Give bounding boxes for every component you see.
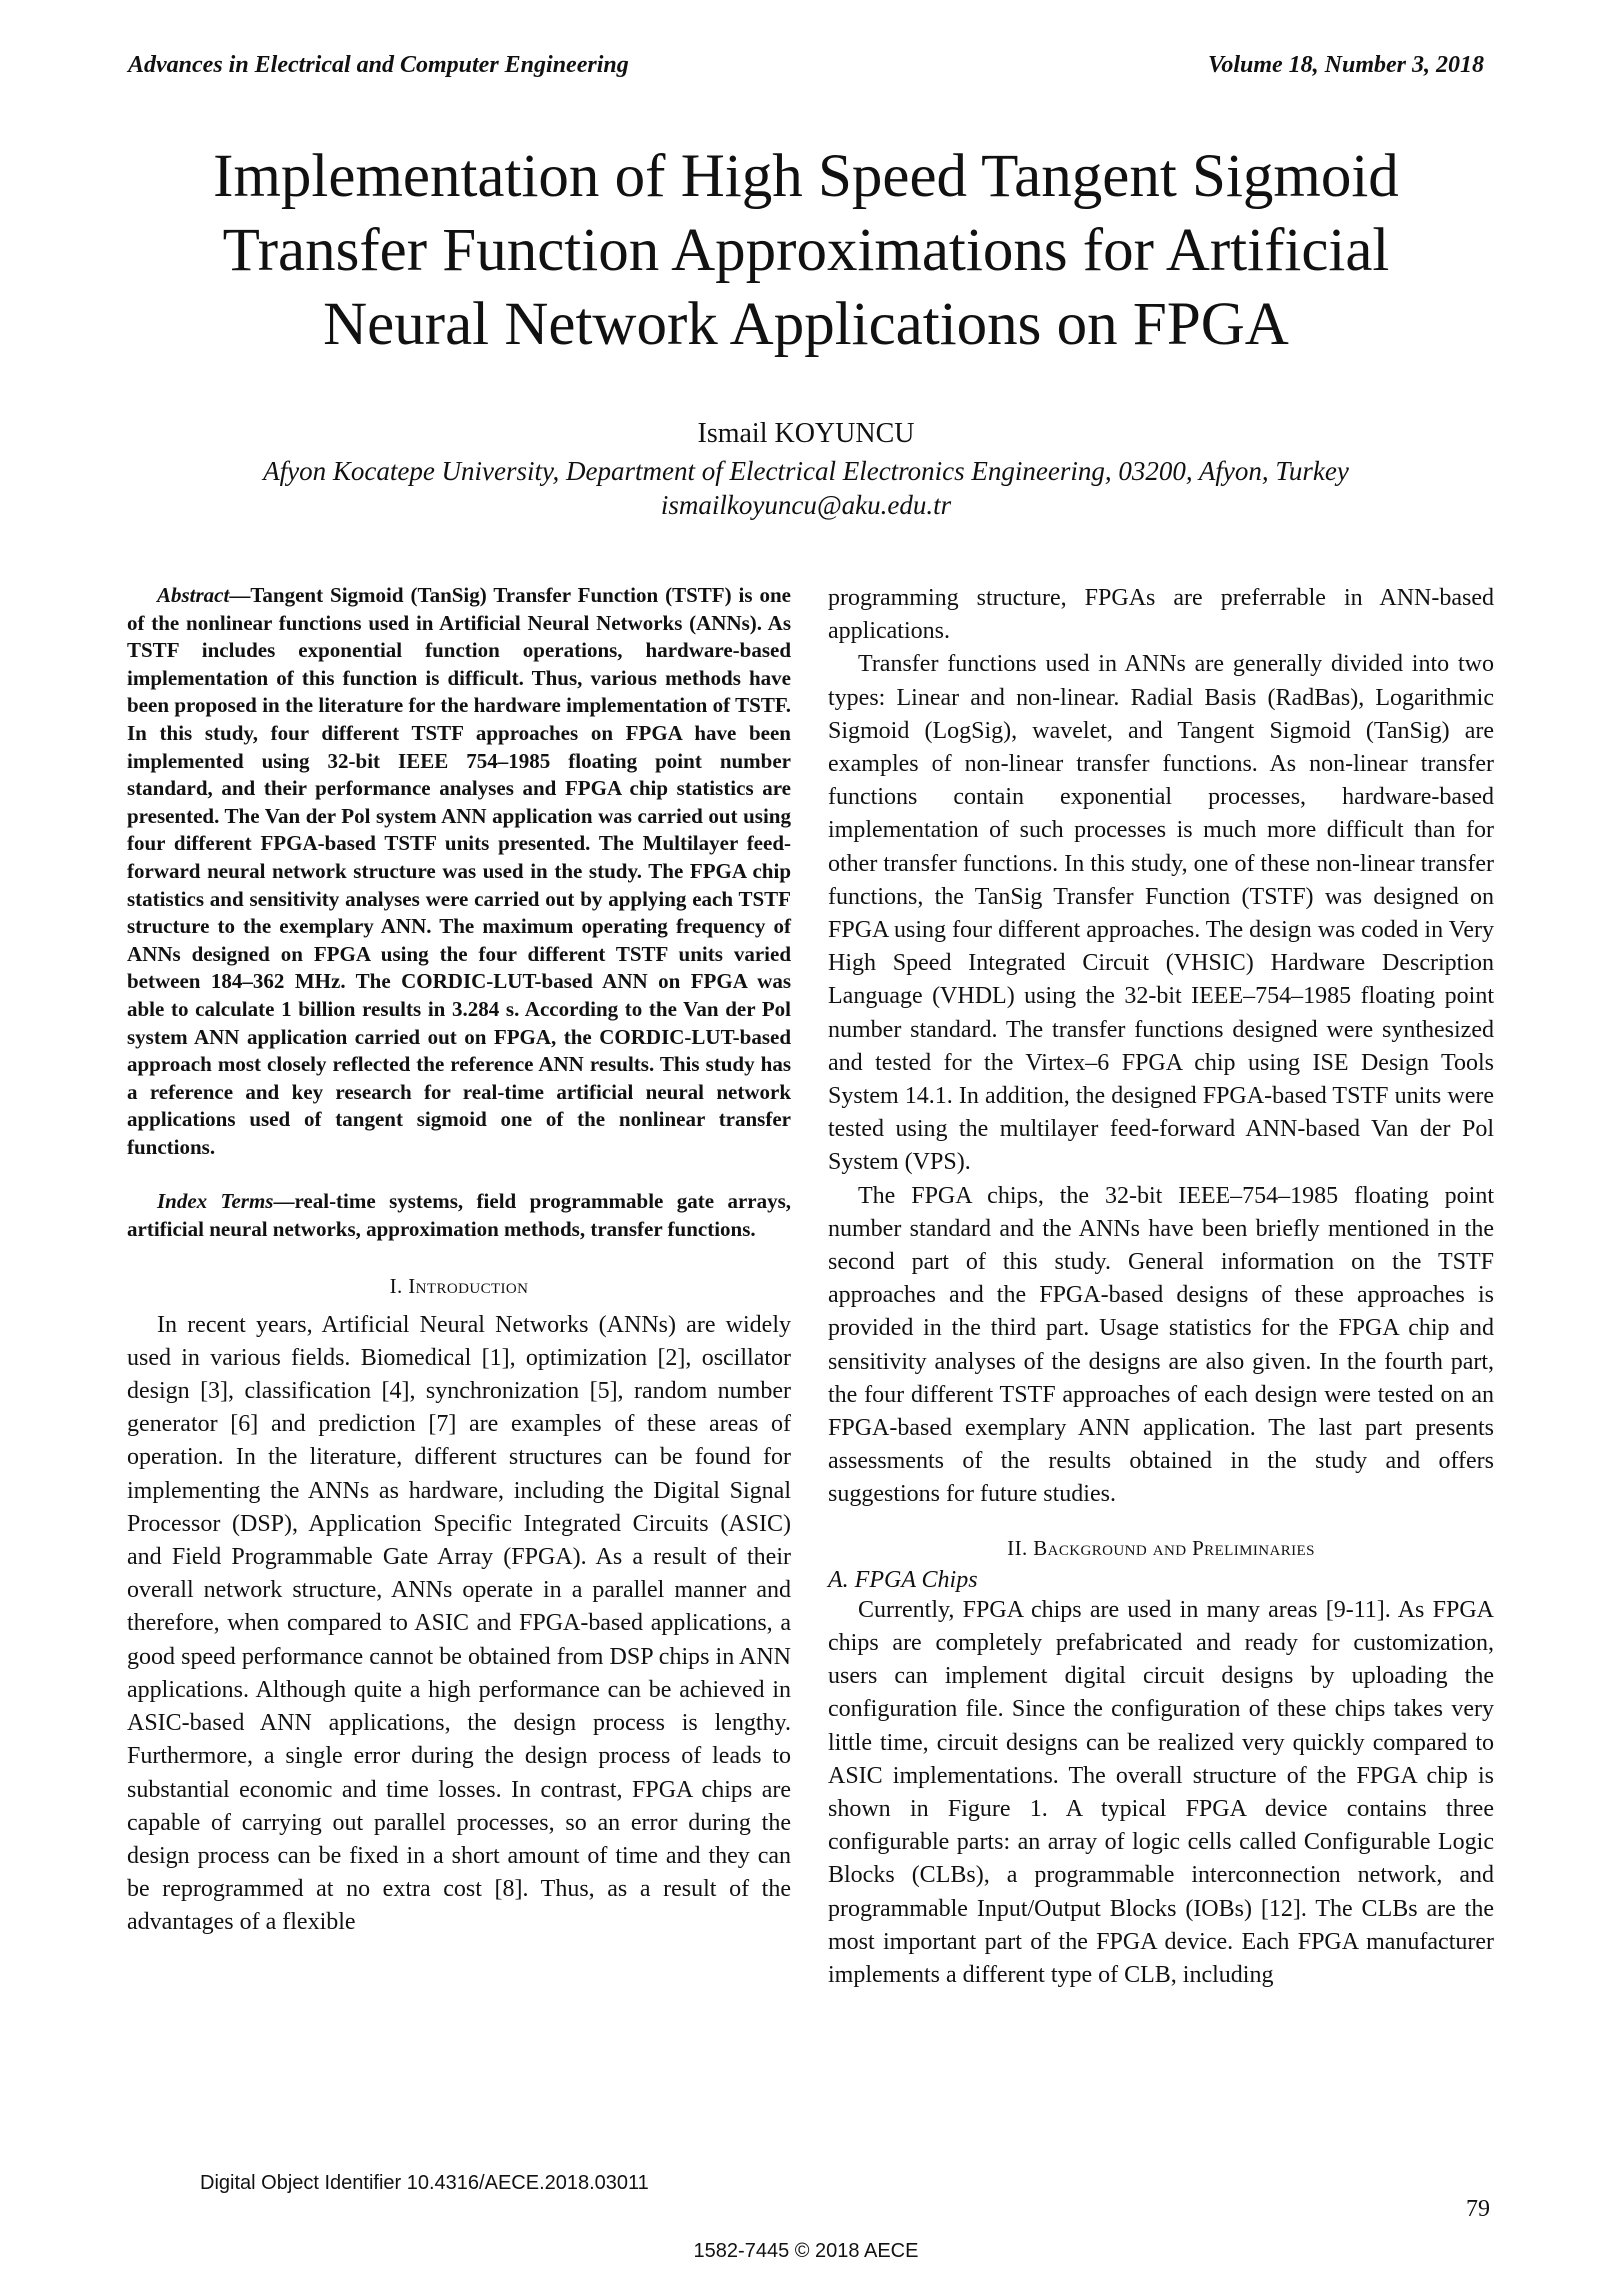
author-affiliation-block (0, 454, 1612, 522)
left-column (127, 582, 791, 1940)
section-1-title: Introduction (408, 1273, 529, 1298)
author-email: ismailkoyuncu@aku.edu.tr (660, 490, 952, 520)
index-terms-text: —real-time systems, field programmable gate arrays, artificial neural networks, approximation methods, transfer functions. (127, 1189, 792, 1242)
footer-doi: Digital Object Identifier 10.4316/AECE.2018.03011 (200, 2172, 649, 2194)
index-terms-label: Index Terms (157, 1189, 274, 1214)
section-heading-introduction (127, 1274, 791, 1299)
intro-paragraph-2: Transfer functions used in ANNs are generally divided into two types: Linear and non-linear. Radial Basis (RadBas), Logarithmic Sigmoid (LogSig), wavelet, and Tangent Sigmoid (TanSig) are examples of non-linear transfer functions. As non-linear transfer functions contain exponential processes, hardware-based implementation of such processes is much more difficult than for other transfer functions. In this study, one of these non-linear transfer functions, the TanSig Transfer Function (TSTF) was designed on FPGA using four different approaches. The design was coded in Very High Speed Integrated Circuit (VHSIC) Hardware Description Language (VHDL) using the 32-bit IEEE–754–1985 floating point number standard. The transfer functions designed were synthesized and tested for the Virtex–6 FPGA chip using ISE Design Tools System 14.1. In addition, the designed FPGA-based TSTF units were tested using the multilayer feed-forward ANN-based Van der Pol System (VPS). (828, 651, 1494, 1176)
subsection-heading-fpga-chips: A. FPGA Chips (828, 1566, 978, 1593)
section-2-number: II. (1007, 1535, 1028, 1560)
journal-name: Advances in Electrical and Computer Engineering (128, 52, 629, 78)
paper-title (120, 140, 1492, 362)
abstract (127, 582, 791, 1161)
section-1-number: I. (389, 1273, 403, 1298)
running-header (128, 52, 1484, 84)
intro-paragraph-3: The FPGA chips, the 32-bit IEEE–754–1985 floating point number standard and the ANNs have been briefly mentioned in the second part of this study. General information on the TSTF approaches and the FPGA-based designs of these approaches is provided in the third part. Usage statistics for the FPGA chip and sensitivity analyses of the designs are also given. In the fourth part, the four different TSTF approaches of each design were tested on an FPGA-based exemplary ANN application. The last part presents assessments of the results obtained in the study and offers suggestions for future studies. (828, 1182, 1494, 1508)
title-line-1: Implementation of High Speed Tangent Sigmoid (213, 143, 1399, 210)
title-line-3: Neural Network Applications on FPGA (323, 291, 1289, 358)
author-affiliation: Afyon Kocatepe University, Department of Electrical Electronics Engineering, 03200, Afyon, Turkey (263, 456, 1349, 486)
page-number: 79 (1466, 2196, 1490, 2222)
index-terms (127, 1188, 791, 1243)
right-column (828, 582, 1494, 1992)
abstract-label: Abstract (157, 583, 230, 607)
intro-paragraph-1-continued: programming structure, FPGAs are preferrable in ANN-based applications. (828, 585, 1494, 645)
title-line-2: Transfer Function Approximations for Artificial (222, 217, 1390, 284)
section-heading-background (828, 1536, 1494, 1561)
intro-paragraph-1: In recent years, Artificial Neural Networks (ANNs) are widely used in various fields. Biomedical [1], optimization [2], oscillator design [3], classification [4], synchronization [5], random number generator [6] and prediction [7] are examples of these areas of operation. In the literature, different structures can be found for implementing the ANNs as hardware, including the Digital Signal Processor (DSP), Application Specific Integrated Circuits (ASIC) and Field Programmable Gate Array (FPGA). As a result of their overall network structure, ANNs operate in a parallel manner and therefore, when compared to ASIC and FPGA-based applications, a good speed performance cannot be obtained from DSP chips in ANN applications. Although quite a high performance can be achieved in ASIC-based ANN applications, the design process is lengthy. Furthermore, a single error during the design process of leads to substantial economic and time losses. In contrast, FPGA chips are capable of carrying out parallel processes, so an error during the design process can be fixed in a short amount of time and they can be reprogrammed at no extra cost [8]. Thus, as a result of the advantages of a flexible (127, 1311, 791, 1936)
abstract-text: —Tangent Sigmoid (TanSig) Transfer Function (TSTF) is one of the nonlinear functions used in Artificial Neural Networks (ANNs). As TSTF includes exponential function operations, hardware-based implementation of this function is difficult. Thus, various methods have been proposed in the literature for the hardware implementation of TSTF. In this study, four different TSTF approaches on FPGA have been implemented using 32-bit IEEE 754–1985 floating point number standard, and their performance analyses and FPGA chip statistics are presented. The Van der Pol system ANN application was carried out using four different FPGA-based TSTF units presented. The Multilayer feed-forward neural network structure was used in the study. The FPGA chip statistics and sensitivity analyses were carried out by applying each TSTF structure to the exemplary ANN. The maximum operating frequency of ANNs designed on FPGA using the four different TSTF units varied between 184–362 MHz. The CORDIC-LUT-based ANN on FPGA was able to calculate 1 billion results in 3.284 s. According to the Van der Pol system ANN application carried out on FPGA, the CORDIC-LUT-based approach most closely reflected the reference ANN results. This study has a reference and key research for real-time artificial neural network applications used of tangent sigmoid one of the nonlinear transfer functions. (127, 583, 791, 1159)
volume-info: Volume 18, Number 3, 2018 (1207, 52, 1484, 78)
fpga-paragraph-1: Currently, FPGA chips are used in many areas [9-11]. As FPGA chips are completely prefabricated and ready for customization, users can implement digital circuit designs by uploading the configuration file. Since the configuration of these chips takes very little time, circuit designs can be realized very quickly compared to ASIC implementations. The overall structure of the FPGA chip is shown in Figure 1. A typical FPGA device contains three configurable parts: an array of logic cells called Configurable Logic Blocks (CLBs), a programmable interconnection network, and programmable Input/Output Blocks (IOBs) [12]. The CLBs are the most important part of the FPGA device. Each FPGA manufacturer implements a different type of CLB, including (828, 1596, 1494, 1988)
author-name: Ismail KOYUNCU (697, 418, 915, 449)
section-2-title: Background and Preliminaries (1033, 1535, 1315, 1560)
footer-issn: 1582-7445 © 2018 AECE (693, 2240, 919, 2262)
